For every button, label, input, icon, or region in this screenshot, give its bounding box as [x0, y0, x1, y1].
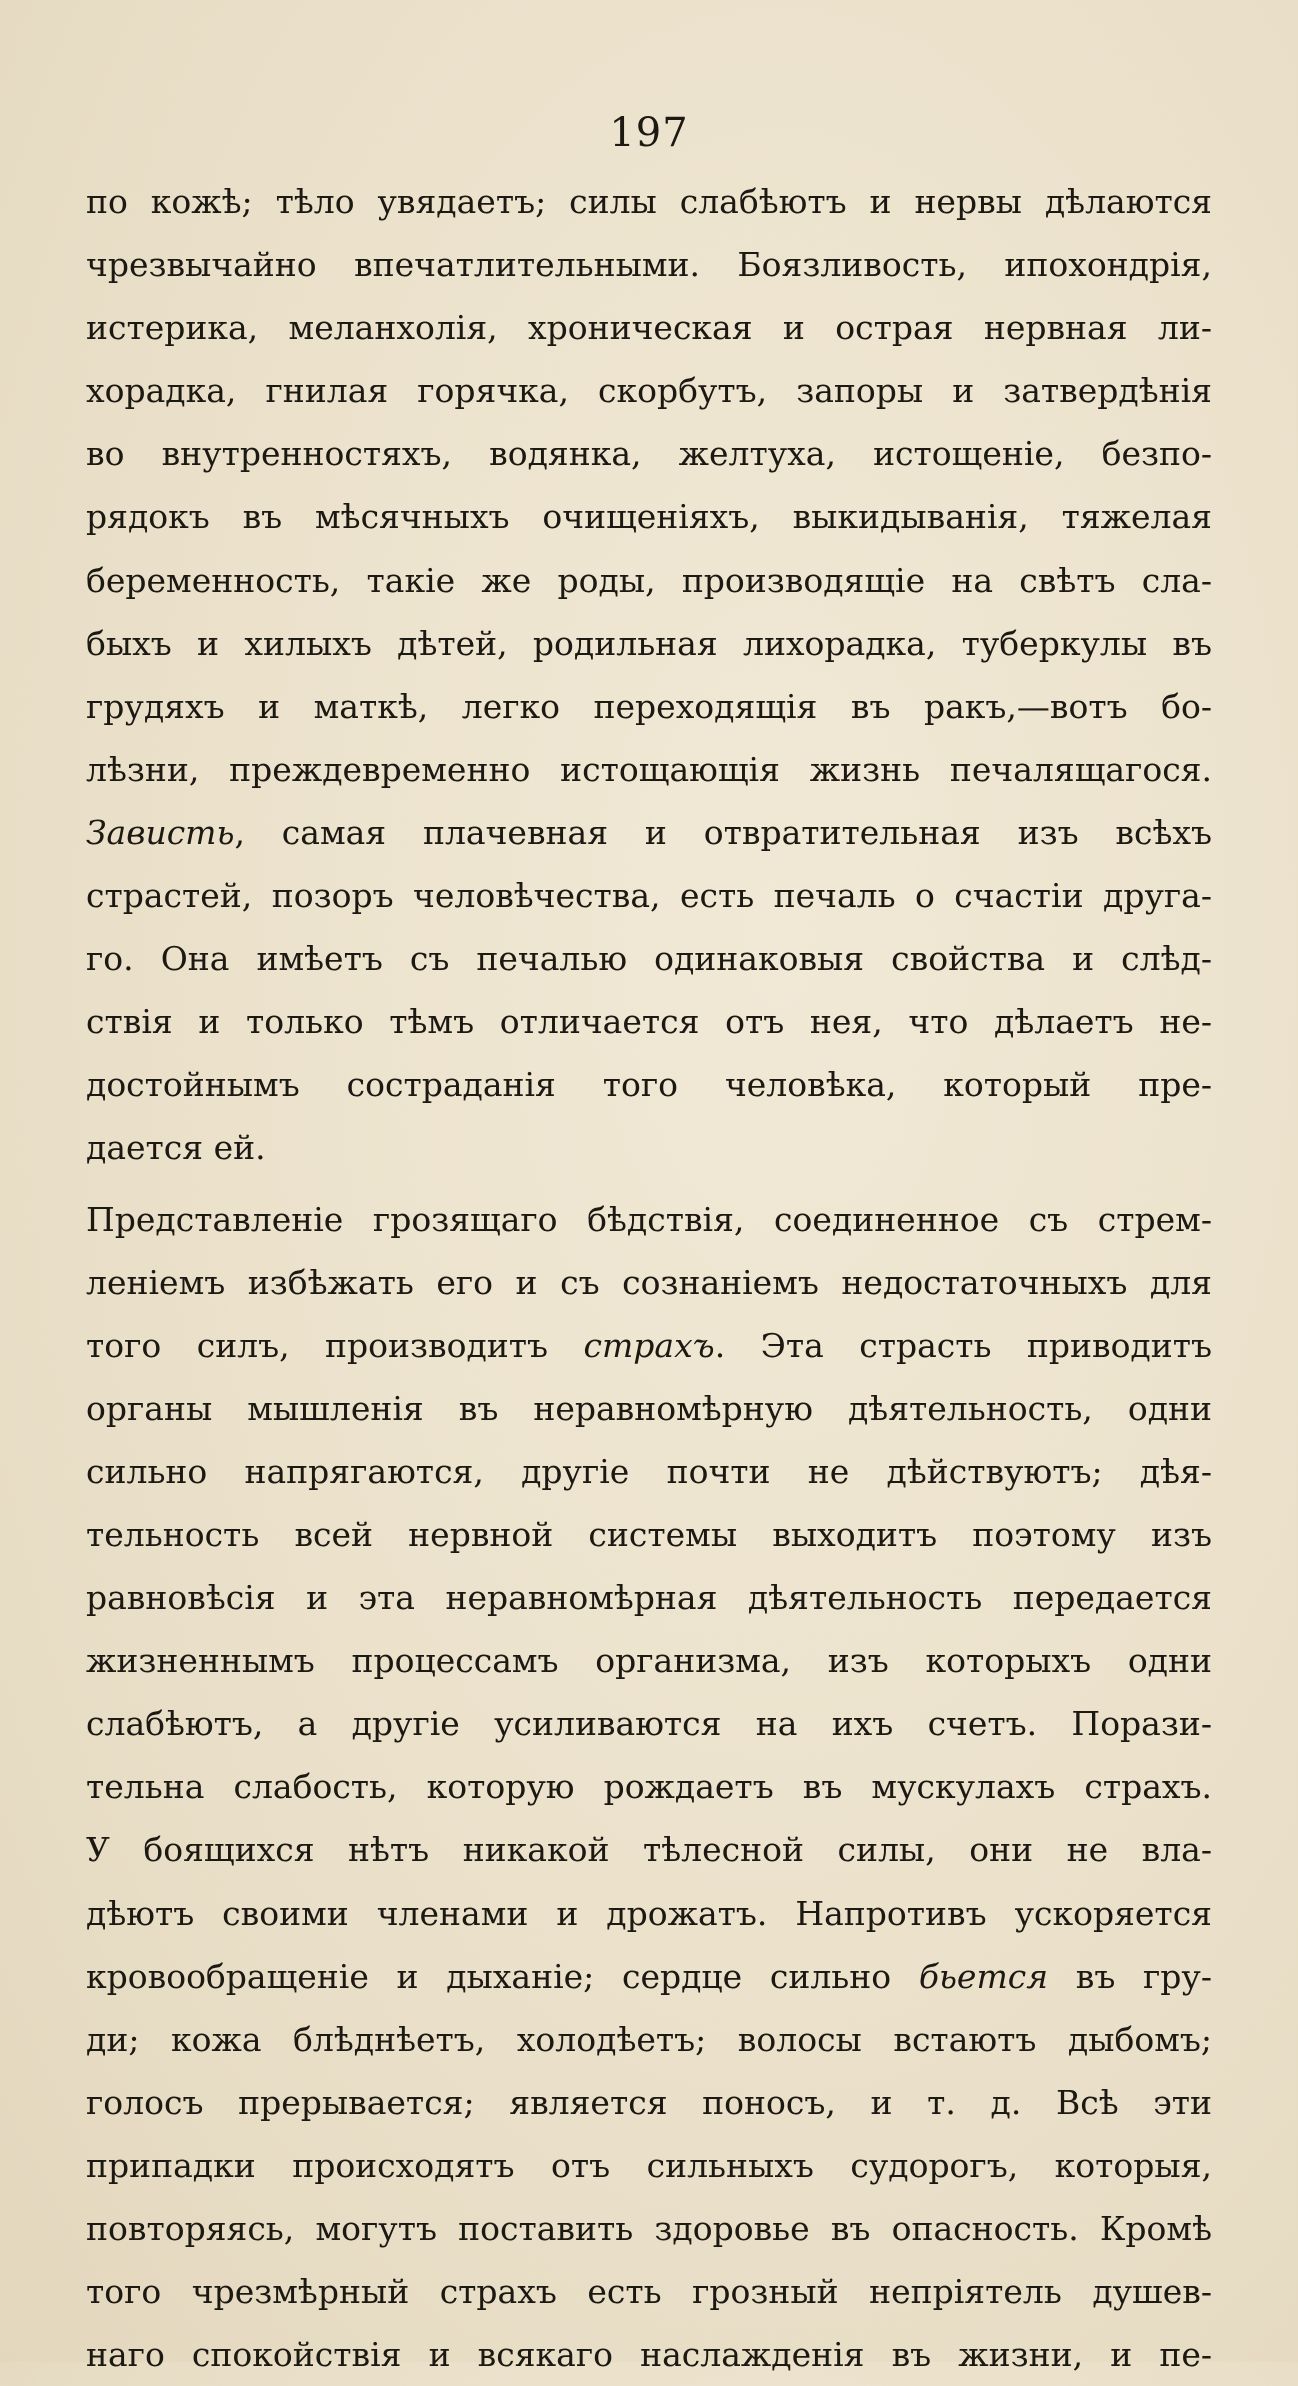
text-line: чрезвычайно впечатлительными. Боязливость, ипохондрія, [86, 233, 1212, 296]
text-line: того чрезмѣрный страхъ есть грозный непріятель душев- [86, 2260, 1212, 2323]
text-line: повторяясь, могутъ поставить здоровье въ опасность. Кромѣ [86, 2197, 1212, 2260]
text-line: рядокъ въ мѣсячныхъ очищеніяхъ, выкидыванія, тяжелая [86, 485, 1212, 548]
text-line: леніемъ избѣжать его и съ сознаніемъ недостаточныхъ для [86, 1251, 1212, 1314]
text-line: Представленіе грозящаго бѣдствія, соединенное съ стрем- [86, 1188, 1212, 1251]
text-line: равновѣсія и эта неравномѣрная дѣятельность передается [86, 1566, 1212, 1629]
text-line: грудяхъ и маткѣ, легко переходящія въ ракъ,—вотъ бо- [86, 675, 1212, 738]
text-line-with-italic [86, 1945, 1212, 2008]
paragraph-1 [86, 170, 1212, 801]
text-line: истерика, меланхолія, хроническая и острая нервная ли- [86, 296, 1212, 359]
paragraph-3 [86, 1188, 1212, 2386]
text-line: ди; кожа блѣднѣетъ, холодѣетъ; волосы встаютъ дыбомъ; [86, 2008, 1212, 2071]
text-line: беременность, такіе же роды, производящіе на свѣтъ сла- [86, 549, 1212, 612]
text-line: припадки происходятъ отъ сильныхъ судорогъ, которыя, [86, 2134, 1212, 2197]
text-line: слабѣютъ, а другіе усиливаются на ихъ счетъ. Порази- [86, 1692, 1212, 1755]
text-line: достойнымъ состраданія того человѣка, который пре- [86, 1053, 1212, 1116]
text-line: тельна слабость, которую рождаетъ въ мускулахъ страхъ. [86, 1755, 1212, 1818]
text-line-with-italic [86, 1314, 1212, 1377]
text-fragment: того силъ, производитъ [86, 1326, 548, 1365]
text-line: тельность всей нервной системы выходитъ поэтому изъ [86, 1503, 1212, 1566]
text-fragment: . Эта страсть приводитъ [715, 1326, 1212, 1365]
text-line: быхъ и хилыхъ дѣтей, родильная лихорадка, туберкулы въ [86, 612, 1212, 675]
text-line: жизненнымъ процессамъ организма, изъ которыхъ одни [86, 1629, 1212, 1692]
page-number: 197 [0, 110, 1298, 156]
text-line: дѣютъ своими членами и дрожатъ. Напротивъ ускоряется [86, 1882, 1212, 1945]
text-line: лѣзни, преждевременно истощающія жизнь печалящагося. [86, 738, 1212, 801]
italic-word: Зависть [86, 813, 234, 852]
paragraph-2 [86, 801, 1212, 1180]
italic-word: страхъ [584, 1326, 715, 1365]
text-line: сильно напрягаются, другіе почти не дѣйствуютъ; дѣя- [86, 1440, 1212, 1503]
text-line: ствія и только тѣмъ отличается отъ нея, что дѣлаетъ не- [86, 990, 1212, 1053]
text-line: дается ей. [86, 1116, 1212, 1179]
text-line: по кожѣ; тѣло увядаетъ; силы слабѣютъ и нервы дѣлаются [86, 170, 1212, 233]
text-line: голосъ прерывается; является поносъ, и т. д. Всѣ эти [86, 2071, 1212, 2134]
text-line: хорадка, гнилая горячка, скорбутъ, запоры и затвердѣнія [86, 359, 1212, 422]
italic-word: бьется [919, 1957, 1048, 1996]
text-line: У боящихся нѣтъ никакой тѣлесной силы, они не вла- [86, 1818, 1212, 1881]
text-line-with-italic [86, 801, 1212, 864]
text-line: го. Она имѣетъ съ печалью одинаковыя свойства и слѣд- [86, 927, 1212, 990]
text-line: во внутренностяхъ, водянка, желтуха, истощеніе, безпо- [86, 422, 1212, 485]
text-line: наго спокойствія и всякаго наслажденія въ жизни, и пе- [86, 2323, 1212, 2386]
body-text [86, 170, 1212, 2386]
paragraph-gap [86, 1180, 1212, 1188]
text-line: органы мышленія въ неравномѣрную дѣятельность, одни [86, 1377, 1212, 1440]
text-fragment: въ гру- [1048, 1957, 1212, 1996]
text-line: страстей, позоръ человѣчества, есть печаль о счастіи друга- [86, 864, 1212, 927]
text-fragment: , самая плачевная и отвратительная изъ всѣхъ [234, 813, 1212, 852]
text-fragment: кровообращеніе и дыханіе; сердце сильно [86, 1957, 891, 1996]
